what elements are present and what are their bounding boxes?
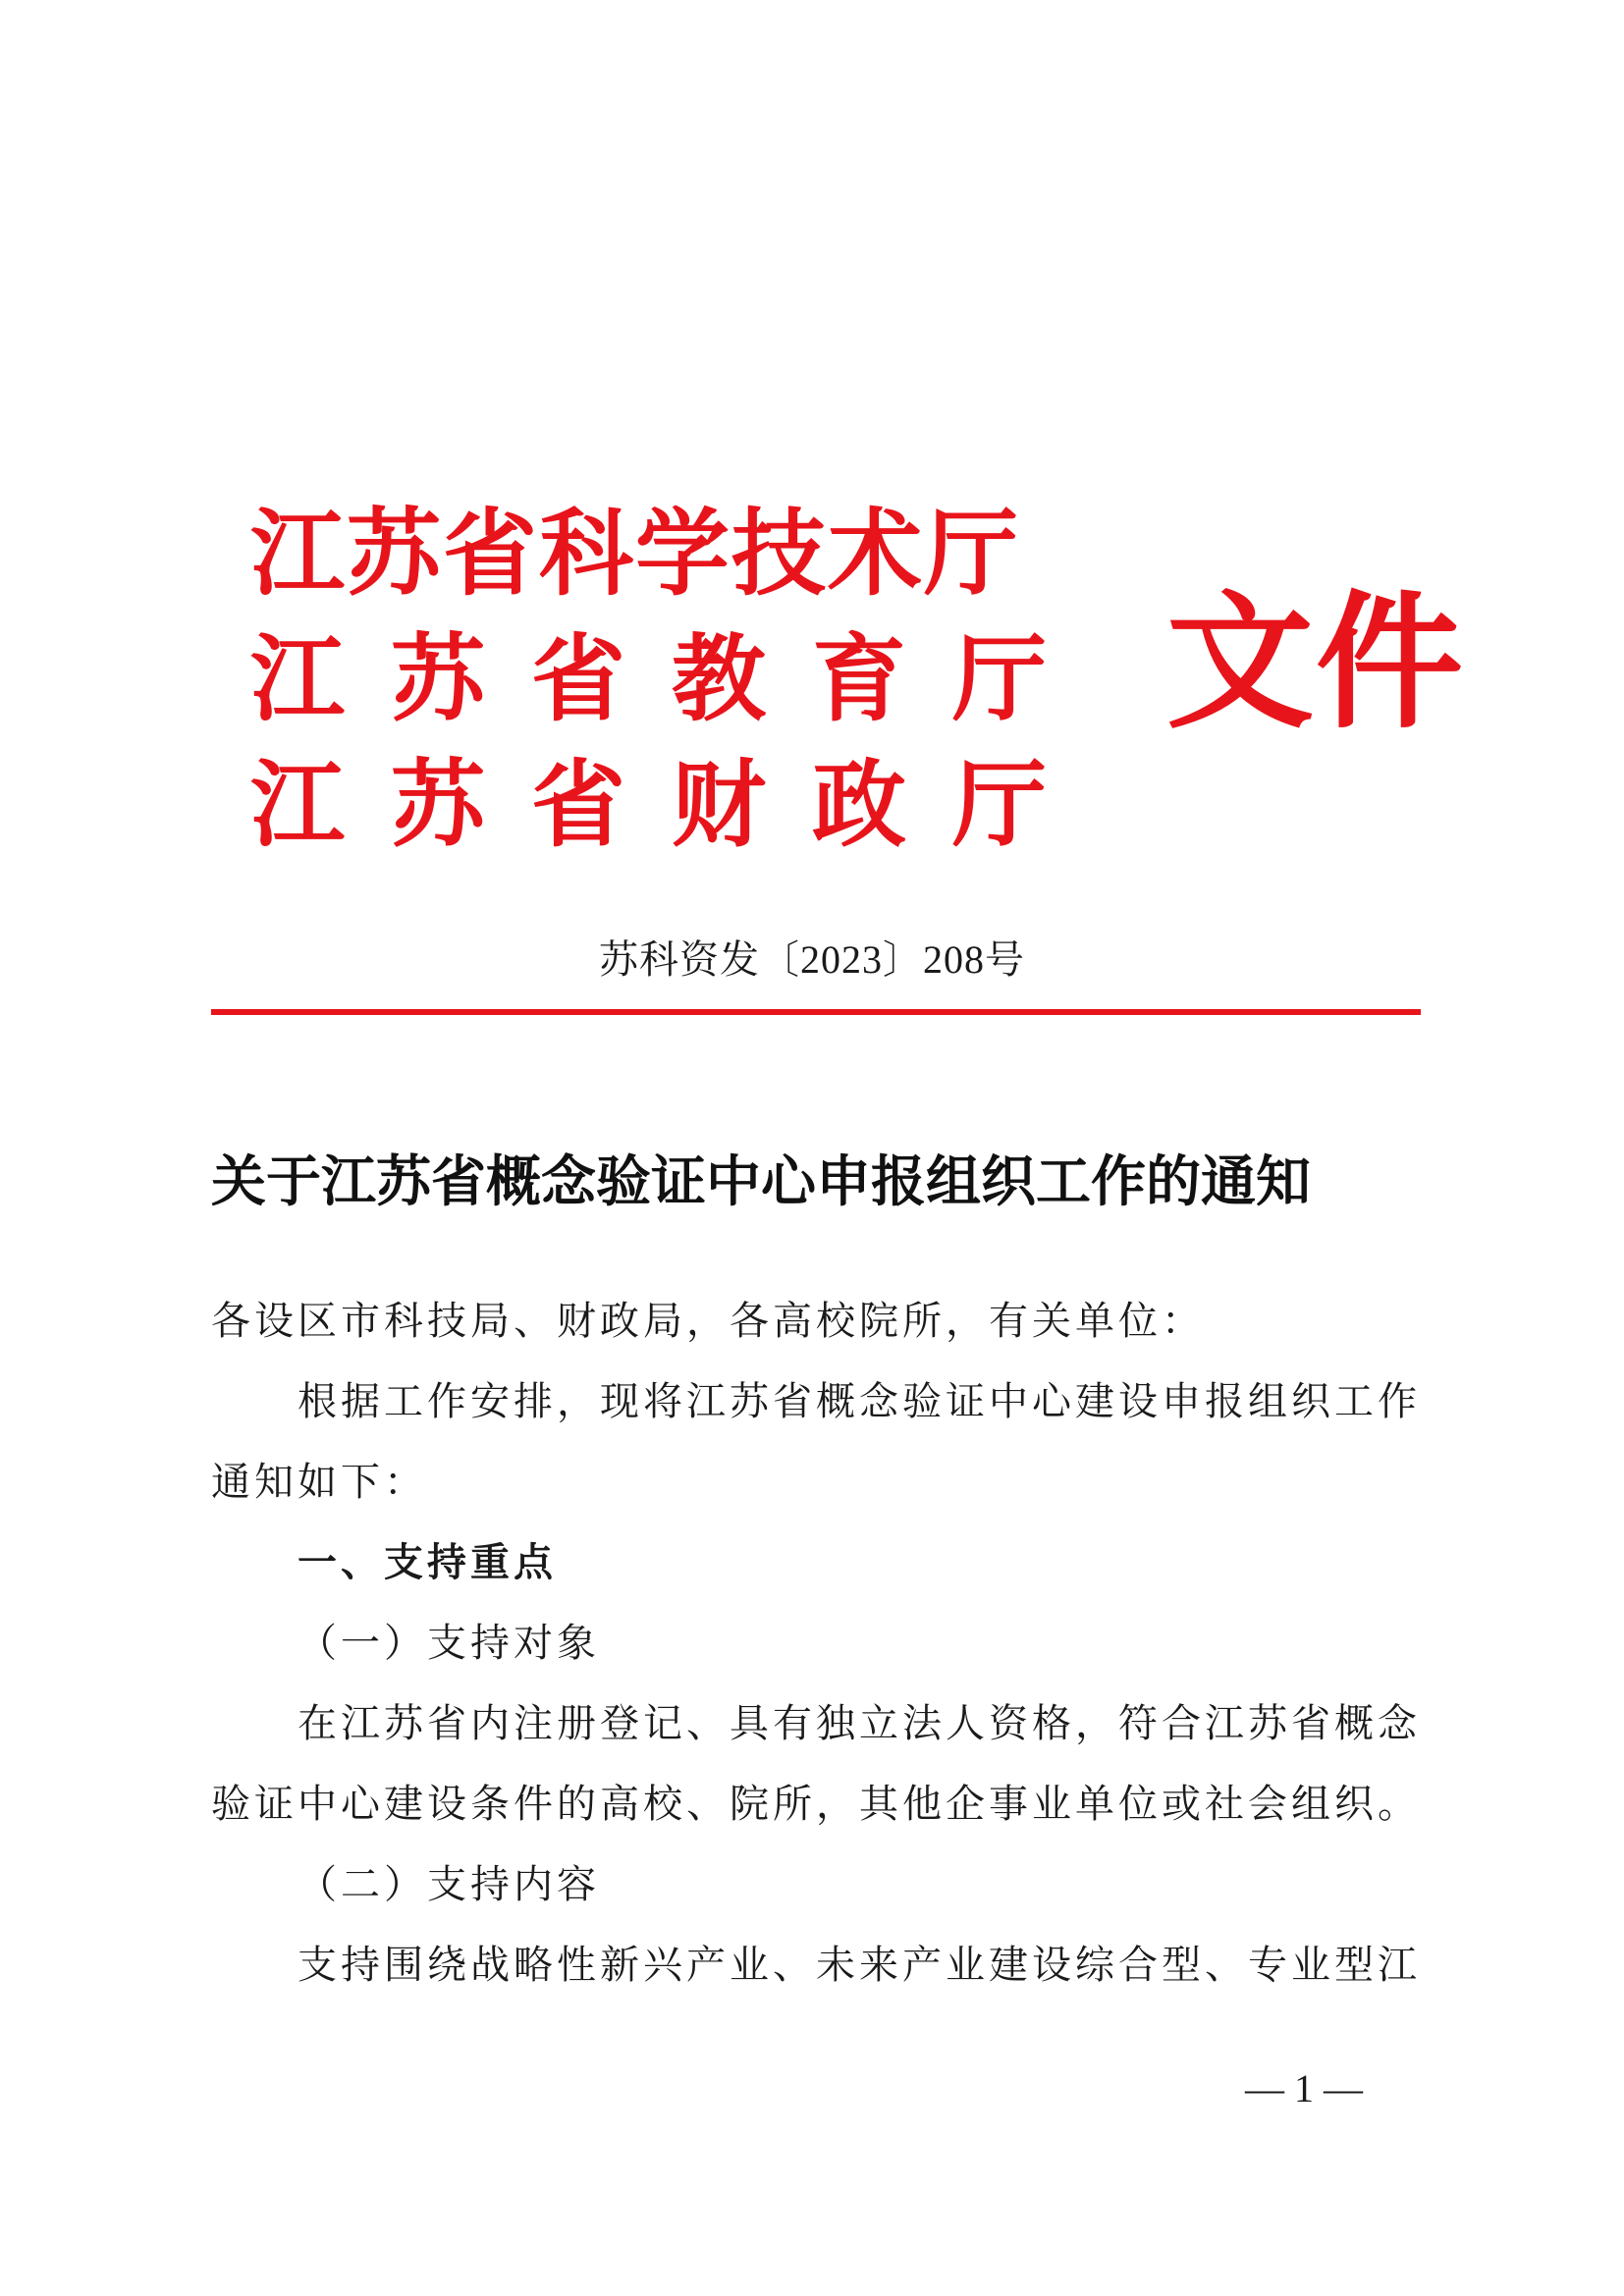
issuer-block	[250, 491, 1095, 868]
section-1-heading: 一、支持重点	[298, 1540, 557, 1585]
issuer-finance: 江苏省财政厅	[250, 749, 1093, 860]
subsection-1-text: 在江苏省内注册登记、具有独立法人资格，符合江苏省概念验证中心建设条件的高校、院所，其他企事业单位或社会组织。	[211, 1701, 1421, 1827]
issuer-education: 江苏省教育厅	[250, 623, 1093, 734]
document-type-label: 文件	[1166, 576, 1466, 749]
subsection-1-heading: （一）支持对象	[298, 1621, 600, 1666]
salutation: 各设区市科技局、财政局，各高校院所，有关单位：	[211, 1299, 1205, 1344]
red-divider-line	[211, 1009, 1421, 1015]
issuer-science-technology: 江苏省科学技术厅	[250, 498, 1020, 609]
subsection-2-heading: （二）支持内容	[298, 1862, 600, 1907]
document-number: 苏科资发〔2023〕208号	[599, 937, 1025, 982]
intro-paragraph: 根据工作安排，现将江苏省概念验证中心建设申报组织工作通知如下：	[211, 1379, 1421, 1505]
page-number: — 1 —	[1245, 2066, 1363, 2110]
document-title: 关于江苏省概念验证中心申报组织工作的通知	[211, 1149, 1311, 1214]
subsection-2-text: 支持围绕战略性新兴产业、未来产业建设综合型、专业型江	[298, 1943, 1421, 1988]
